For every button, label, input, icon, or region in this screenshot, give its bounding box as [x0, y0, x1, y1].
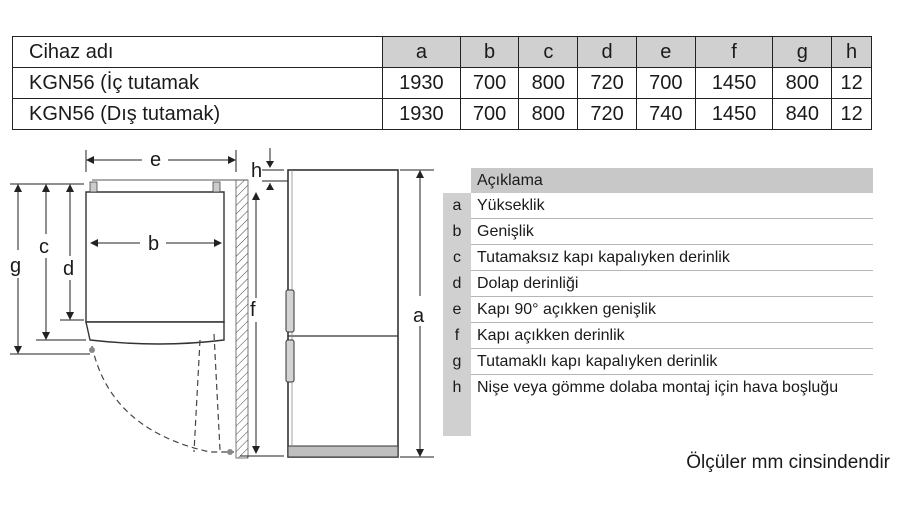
legend-text: Nişe veya gömme dolaba montaj için hava boşluğu — [477, 379, 839, 396]
legend-key: e — [443, 297, 471, 323]
legend-row — [443, 193, 873, 219]
legend-title: Açıklama — [471, 168, 873, 193]
header-cell-e: e — [636, 37, 695, 68]
legend-row — [443, 375, 873, 400]
legend-row — [443, 297, 873, 323]
table-cell-device: KGN56 (Dış tutamak) — [13, 99, 383, 130]
table-cell: 720 — [578, 99, 637, 130]
spacer-right — [213, 182, 220, 192]
upper-handle — [286, 290, 294, 332]
table-cell: 1450 — [695, 99, 773, 130]
table-cell: 1450 — [695, 68, 773, 99]
legend-key-column-tail — [443, 401, 471, 436]
wall-hatch — [236, 180, 248, 458]
legend — [443, 168, 873, 436]
cabinet-body — [86, 192, 224, 322]
legend-text: Tutamaksız kapı kapalıyken derinlik — [477, 249, 730, 266]
door-swing-arc — [92, 346, 234, 452]
legend-text: Kapı açıkken derinlik — [477, 327, 625, 344]
label-c: c — [39, 236, 49, 258]
header-cell-a: a — [383, 37, 461, 68]
door-closed — [86, 322, 224, 344]
legend-key: d — [443, 271, 471, 297]
table-cell: 12 — [832, 68, 872, 99]
fridge-side-body — [288, 170, 398, 457]
legend-key: h — [443, 375, 471, 401]
table-cell: 700 — [460, 68, 519, 99]
label-d: d — [63, 258, 75, 280]
table-cell: 800 — [773, 68, 832, 99]
table-cell: 1930 — [383, 68, 461, 99]
legend-key: g — [443, 349, 471, 375]
header-cell-f: f — [695, 37, 773, 68]
fridge-dimension-drawing — [0, 0, 445, 506]
hinge-point — [89, 347, 95, 353]
legend-row — [443, 219, 873, 245]
table-cell: 800 — [519, 99, 578, 130]
header-cell-h: h — [832, 37, 872, 68]
door-open-outline — [194, 334, 220, 452]
table-cell: 700 — [460, 99, 519, 130]
fridge-plinth — [288, 446, 398, 457]
lower-handle — [286, 340, 294, 382]
top-view — [10, 149, 248, 458]
header-cell-b: b — [460, 37, 519, 68]
table-cell: 800 — [519, 68, 578, 99]
legend-row — [443, 245, 873, 271]
side-view — [240, 148, 434, 457]
legend-row — [443, 323, 873, 349]
label-g: g — [10, 255, 22, 277]
table-cell: 840 — [773, 99, 832, 130]
legend-text: Tutamaklı kapı kapalıyken derinlik — [477, 353, 718, 370]
table-cell: 12 — [832, 99, 872, 130]
header-cell-c: c — [519, 37, 578, 68]
table-cell: 700 — [636, 68, 695, 99]
legend-key: c — [443, 245, 471, 271]
header-cell-d: d — [578, 37, 637, 68]
legend-key: b — [443, 219, 471, 245]
units-note: Ölçüler mm cinsindendir — [686, 452, 890, 473]
header-cell-device-name: Cihaz adı — [13, 37, 383, 68]
legend-text: Kapı 90° açıkken genişlik — [477, 301, 656, 318]
legend-row — [443, 271, 873, 297]
hinge-point-open — [227, 449, 233, 455]
legend-text: Yükseklik — [477, 197, 545, 214]
label-f: f — [250, 299, 256, 321]
table-cell: 720 — [578, 68, 637, 99]
table-cell-device: KGN56 (İç tutamak — [13, 68, 383, 99]
label-a: a — [413, 305, 425, 327]
spacer-left — [90, 182, 97, 192]
table-cell: 740 — [636, 99, 695, 130]
label-h: h — [251, 160, 263, 182]
label-b: b — [148, 233, 160, 255]
label-e: e — [150, 149, 162, 171]
legend-key: a — [443, 193, 471, 219]
legend-key: f — [443, 323, 471, 349]
header-cell-g: g — [773, 37, 832, 68]
legend-text: Genişlik — [477, 223, 534, 240]
legend-text: Dolap derinliği — [477, 275, 579, 292]
legend-row — [443, 349, 873, 375]
table-cell: 1930 — [383, 99, 461, 130]
